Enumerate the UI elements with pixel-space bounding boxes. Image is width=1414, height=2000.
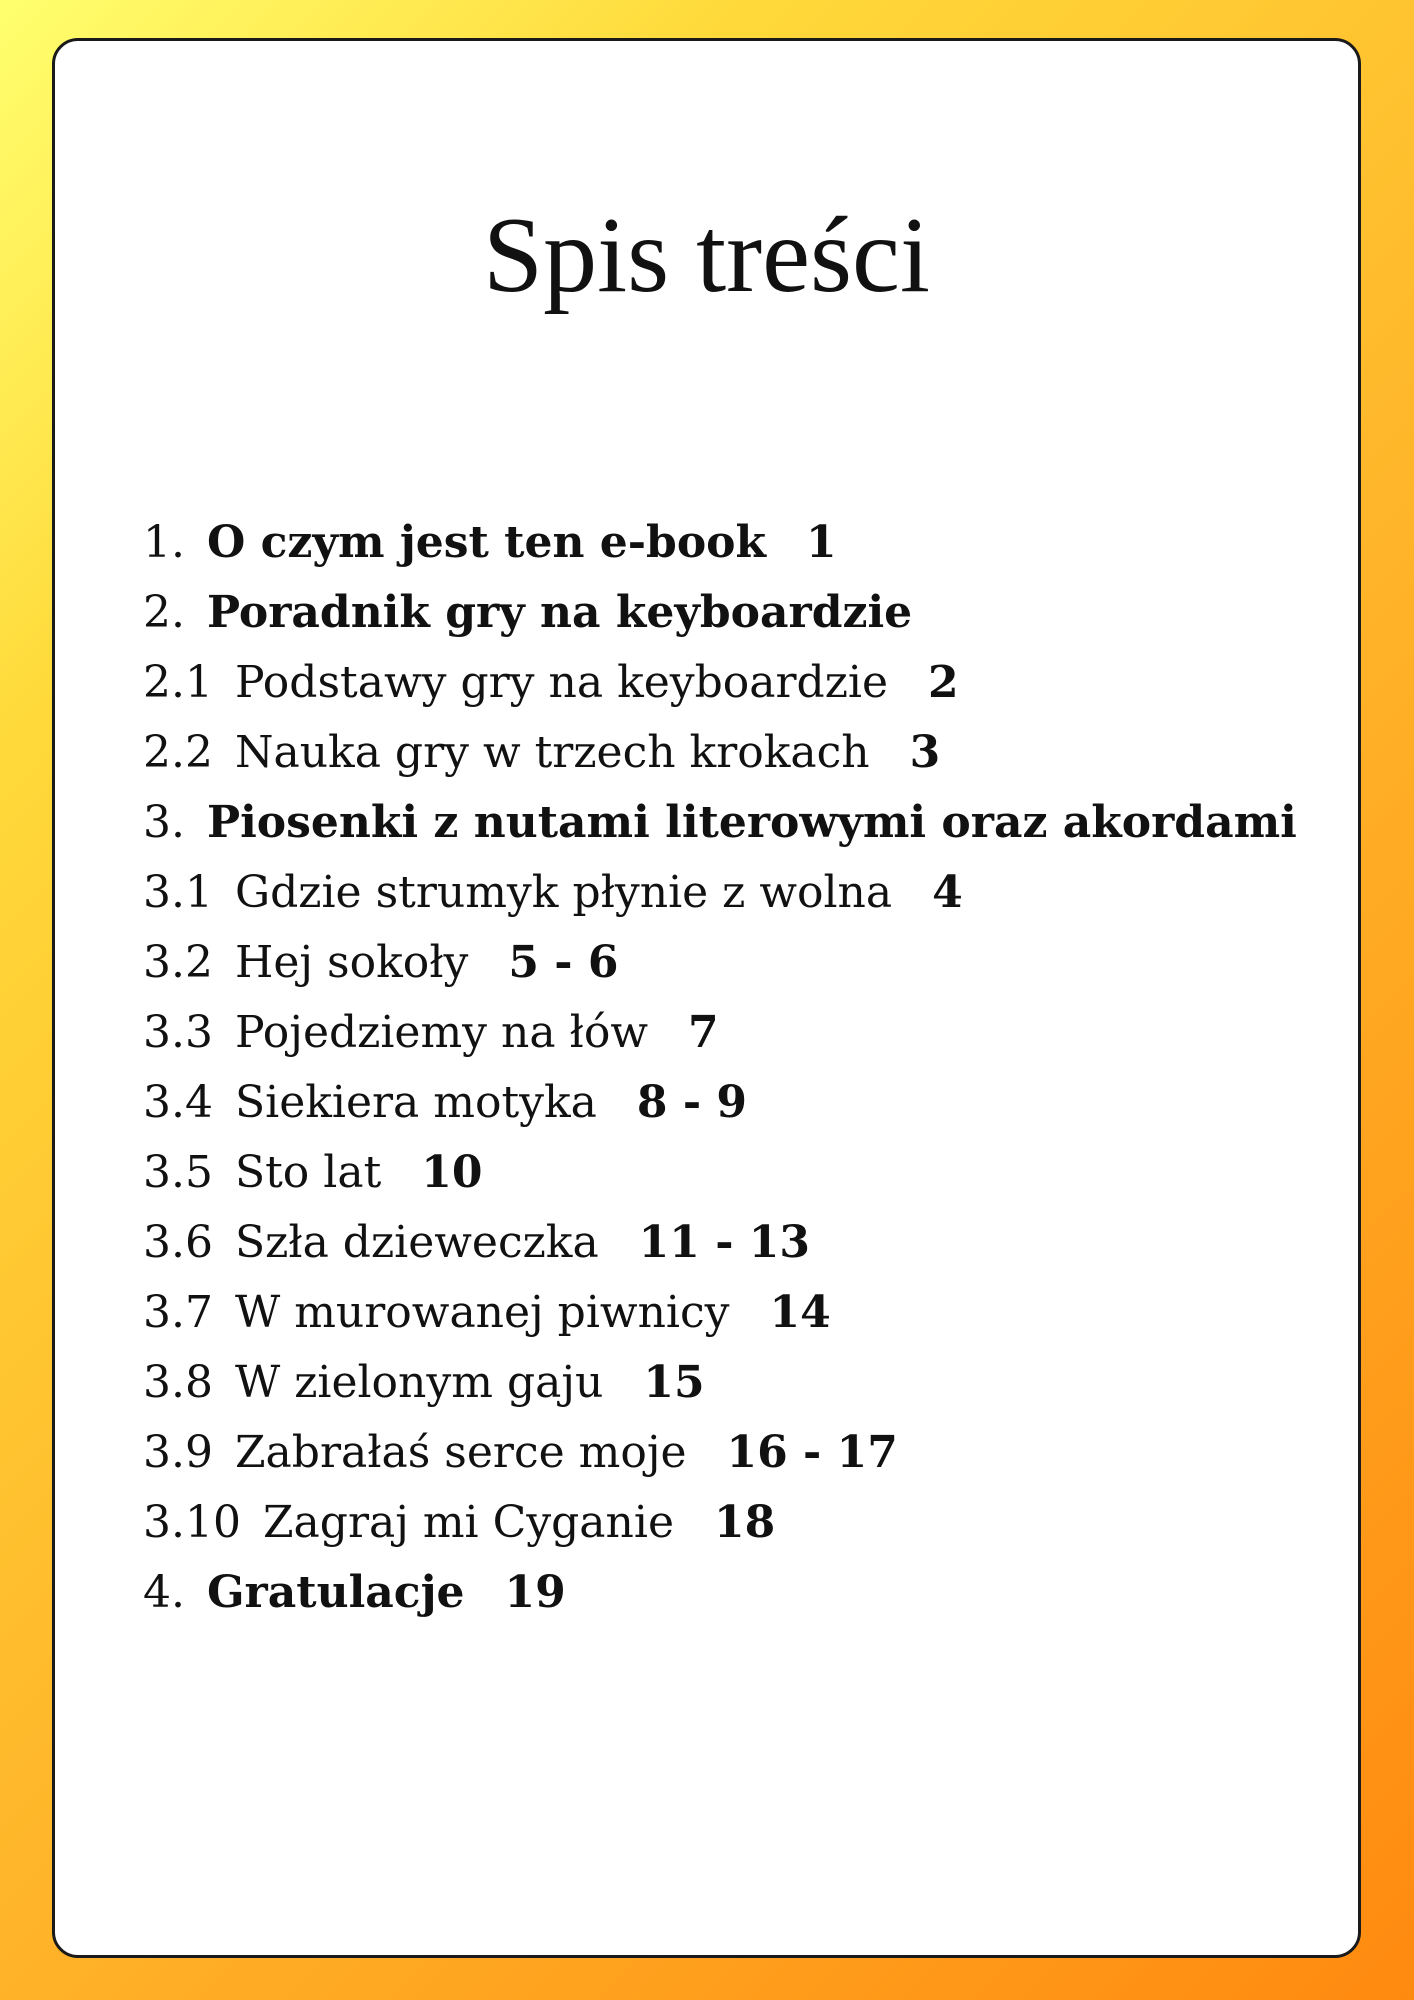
toc-entry bbox=[143, 788, 1297, 858]
toc-entry-number: 3.2 bbox=[143, 937, 213, 988]
toc-entry-title: Gratulacje bbox=[206, 1567, 465, 1618]
toc-entry-title: Zagraj mi Cyganie bbox=[262, 1497, 674, 1548]
toc-entry bbox=[143, 1068, 1297, 1138]
toc-entry-number: 3.4 bbox=[143, 1077, 213, 1128]
toc-entry-number: 2.1 bbox=[143, 657, 213, 708]
toc-entry-page: 16 - 17 bbox=[726, 1427, 898, 1478]
toc-entry-number: 3.3 bbox=[143, 1007, 213, 1058]
toc-entry-title: Siekiera motyka bbox=[234, 1077, 597, 1128]
toc-entry-title: Podstawy gry na keyboardzie bbox=[234, 657, 889, 708]
toc-entry-page: 4 bbox=[932, 867, 963, 918]
toc-entry bbox=[143, 998, 1297, 1068]
toc-entry-number: 3.10 bbox=[143, 1497, 241, 1548]
toc-entry-page: 3 bbox=[909, 727, 941, 778]
toc-entry-page: 8 - 9 bbox=[636, 1077, 748, 1128]
toc-entry-title: Piosenki z nutami literowymi oraz akordami bbox=[206, 797, 1297, 848]
toc-entry-title: Pojedziemy na łów bbox=[234, 1007, 648, 1058]
toc-entry bbox=[143, 1208, 1297, 1278]
toc-entry-number: 2. bbox=[143, 587, 185, 638]
toc-entry-title: Gdzie strumyk płynie z wolna bbox=[234, 867, 893, 918]
toc-entry-number: 3.9 bbox=[143, 1427, 213, 1478]
toc-entry bbox=[143, 1138, 1297, 1208]
toc-entry-page: 10 bbox=[421, 1147, 483, 1198]
toc-entry bbox=[143, 648, 1297, 718]
toc-entry bbox=[143, 718, 1297, 788]
toc-entry bbox=[143, 858, 1297, 928]
toc-entry bbox=[143, 508, 1297, 578]
toc-entry-number: 3.6 bbox=[143, 1217, 213, 1268]
toc-entry bbox=[143, 1418, 1297, 1488]
toc-entry-title: Hej sokoły bbox=[234, 937, 469, 988]
toc-entry-number: 3.5 bbox=[143, 1147, 213, 1198]
toc-entry-title: Nauka gry w trzech krokach bbox=[234, 727, 870, 778]
toc-entry-number: 3.1 bbox=[143, 867, 213, 918]
toc-entry-page: 1 bbox=[806, 517, 837, 568]
toc-entry-page: 5 - 6 bbox=[508, 937, 619, 988]
toc-entry bbox=[143, 928, 1297, 998]
toc-entry-number: 3.8 bbox=[143, 1357, 213, 1408]
toc-entry-page: 11 - 13 bbox=[638, 1217, 811, 1268]
toc-entry-title: Sto lat bbox=[234, 1147, 382, 1198]
toc-entry bbox=[143, 1488, 1297, 1558]
toc-entry-number: 2.2 bbox=[143, 727, 213, 778]
page-title: Spis treści bbox=[483, 196, 930, 315]
toc-entry-title: Szła dzieweczka bbox=[234, 1217, 599, 1268]
toc-entry bbox=[143, 578, 1297, 648]
toc-entry-page: 15 bbox=[643, 1357, 705, 1408]
table-of-contents bbox=[143, 508, 1297, 1628]
toc-entry-page: 18 bbox=[714, 1497, 776, 1548]
toc-page bbox=[52, 38, 1361, 1958]
toc-entry-number: 3.7 bbox=[143, 1287, 213, 1338]
toc-entry-title: W murowanej piwnicy bbox=[234, 1287, 730, 1338]
toc-entry bbox=[143, 1558, 1297, 1628]
toc-entry-page: 19 bbox=[504, 1567, 566, 1618]
toc-entry-page: 2 bbox=[928, 657, 959, 708]
toc-entry-title: W zielonym gaju bbox=[234, 1357, 604, 1408]
toc-entry-title: O czym jest ten e-book bbox=[206, 517, 767, 568]
toc-entry-number: 4. bbox=[143, 1567, 185, 1618]
toc-entry-number: 1. bbox=[143, 517, 185, 568]
toc-entry bbox=[143, 1278, 1297, 1348]
toc-entry-title: Poradnik gry na keyboardzie bbox=[206, 587, 913, 638]
toc-entry-page: 14 bbox=[769, 1287, 831, 1338]
toc-entry-page: 7 bbox=[687, 1007, 719, 1058]
toc-entry bbox=[143, 1348, 1297, 1418]
toc-entry-number: 3. bbox=[143, 797, 185, 848]
toc-entry-title: Zabrałaś serce moje bbox=[234, 1427, 687, 1478]
